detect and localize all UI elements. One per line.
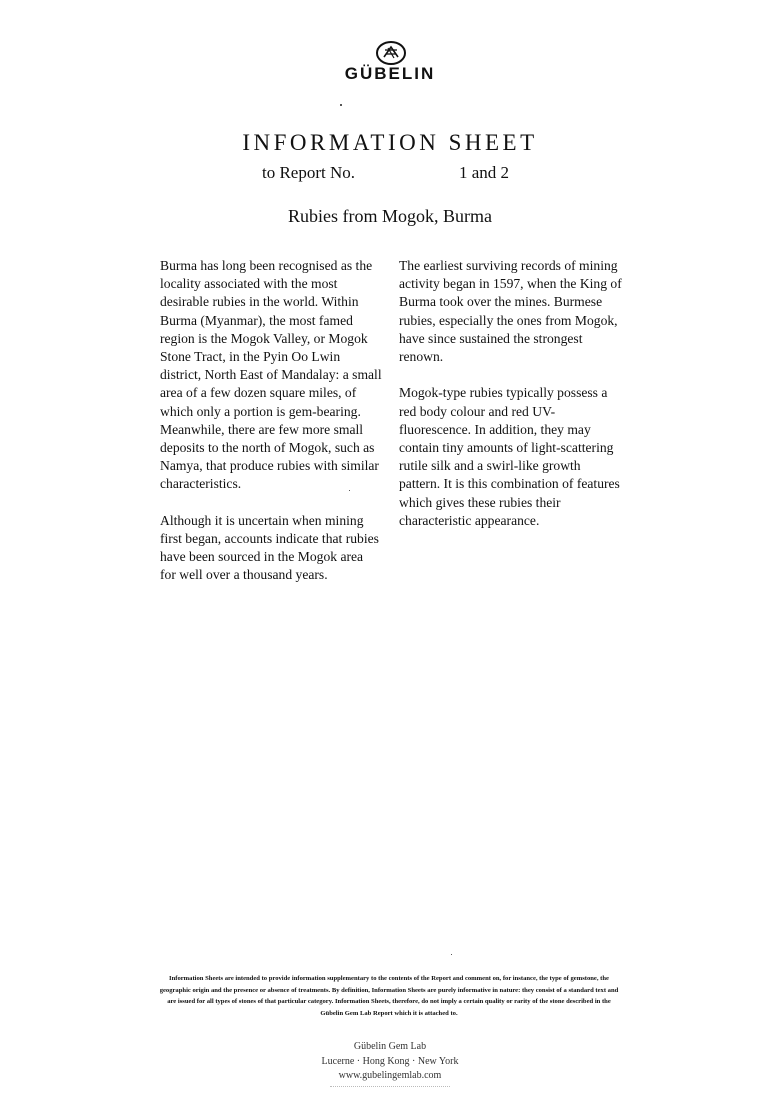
paragraph: The earliest surviving records of mining activity began in 1597, when the King of Burma took over the mines. Burmese rubies, especially the ones from Mogok, have since sustained the strongest renown.: [399, 258, 622, 365]
footer-locations: Lucerne · Hong Kong · New York: [321, 1056, 459, 1067]
speck: [451, 954, 452, 955]
gubelin-crest-icon: [375, 39, 407, 67]
report-number-label: to Report No.: [262, 163, 356, 182]
right-column: [399, 257, 625, 548]
speck: [349, 490, 350, 491]
left-column: [160, 257, 382, 603]
paragraph: Burma has long been recognised as the locality associated with the most desirable rubies in the world. Within Burma (Myanmar), the most famed region is the Mogok Valley, or Mogok Stone Tract, in the Pyin Oo Lwin district, North East of Mandalay: a small area of a few dozen square miles, of which only a portion is gem-bearing. Meanwhile, there are few more small deposits to the north of Mogok, such as Namya, that produce rubies with similar characteristics.: [160, 258, 382, 492]
speck: [340, 104, 342, 106]
footer-divider: [330, 1086, 450, 1087]
paragraph: Although it is uncertain when mining first began, accounts indicate that rubies have been sourced in the Mogok area for well over a thousand years.: [160, 512, 379, 583]
report-number-value: 1 and 2: [459, 163, 510, 182]
disclaimer-footnote: Information Sheets are intended to provide information supplementary to the contents of the Report and comment on, for instance, the type of gemstone, the geographic origin and the presence or absence of treatments. By definition, Information Sheets are purely informative in nature: they consist of a standard text and are issued for all types of stones of that particular category. Information Sheets, therefore, do not imply a certain quality or rarity of the stone described in the Gübelin Gem Lab Report which it is attached to.: [159, 975, 619, 1017]
footer-website-link[interactable]: www.gubelingemlab.com: [338, 1070, 442, 1081]
paragraph: Mogok-type rubies typically possess a red body colour and red UV-fluorescence. In addition, they may contain tiny amounts of light-scattering rutile silk and a swirl-like growth pattern. It is this combination of features which gives these rubies their characteristic appearance.: [399, 385, 620, 528]
brand-name: GÜBELIN: [344, 64, 436, 83]
document-heading: Rubies from Mogok, Burma: [288, 206, 492, 226]
page-title: INFORMATION SHEET: [242, 130, 538, 155]
footer-company: Gübelin Gem Lab: [353, 1041, 427, 1052]
